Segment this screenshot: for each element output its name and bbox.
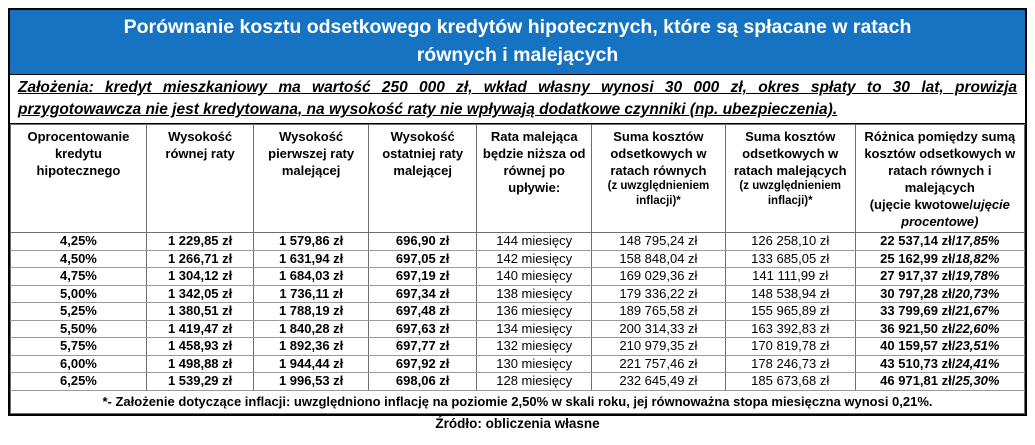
table-row bbox=[11, 233, 1025, 251]
difference-amount: 25 162,99 zł bbox=[880, 250, 952, 266]
cell-interest-cost-equal: 200 314,33 zł bbox=[591, 320, 725, 338]
column-header-label: Wysokość ostatniej raty malejącej bbox=[382, 129, 464, 178]
difference-percent: 19,78% bbox=[955, 268, 1000, 283]
cell-interest-cost-decreasing: 141 111,99 zł bbox=[725, 268, 855, 286]
cell-interest-rate: 6,00% bbox=[11, 355, 147, 373]
source-note: Źródło: obliczenia własne bbox=[435, 416, 600, 431]
cell-equal-installment: 1 419,47 zł bbox=[146, 320, 253, 338]
difference-separator: / bbox=[951, 303, 956, 318]
column-header-label: Różnica pomiędzy sumą kosztów odsetkowych w ratach równych i malejących bbox=[864, 129, 1016, 195]
difference-percent: 23,51% bbox=[955, 338, 1000, 353]
table-body bbox=[11, 233, 1025, 391]
difference-amount: 43 510,73 zł bbox=[880, 355, 952, 371]
cell-difference bbox=[855, 338, 1024, 356]
cell-interest-cost-decreasing: 178 246,73 zł bbox=[725, 355, 855, 373]
cell-interest-cost-decreasing: 148 538,94 zł bbox=[725, 285, 855, 303]
cell-interest-rate: 5,00% bbox=[11, 285, 147, 303]
cell-months-until-lower: 128 miesięcy bbox=[477, 373, 592, 391]
cell-difference bbox=[855, 233, 1024, 251]
cell-first-decreasing-installment: 1 944,44 zł bbox=[254, 355, 369, 373]
cell-difference bbox=[855, 320, 1024, 338]
column-header-equal-installment bbox=[146, 125, 253, 233]
cell-first-decreasing-installment: 1 736,11 zł bbox=[254, 285, 369, 303]
difference-separator: / bbox=[951, 285, 956, 301]
difference-amount: 40 159,57 zł bbox=[880, 338, 952, 353]
cell-interest-cost-decreasing: 163 392,83 zł bbox=[725, 320, 855, 338]
assumptions-line-2: przygotowawcza nie jest kredytowana, na wysokość raty nie wpływają dodatkowe czynniki (np. ubezpieczenia). bbox=[18, 101, 838, 118]
difference-separator: / bbox=[951, 355, 956, 371]
cell-equal-installment: 1 458,93 zł bbox=[146, 338, 253, 356]
difference-amount: 33 799,69 zł bbox=[880, 303, 952, 318]
column-header-paren bbox=[858, 196, 1022, 230]
cell-first-decreasing-installment: 1 684,03 zł bbox=[254, 268, 369, 286]
cell-interest-cost-equal: 169 029,36 zł bbox=[591, 268, 725, 286]
cell-months-until-lower: 134 miesięcy bbox=[477, 320, 592, 338]
assumptions-line-1: Założenia: kredyt mieszkaniowy ma wartość 250 000 zł, wkład własny wynosi 30 000 zł, okres spłaty to 30 lat, prowizja bbox=[18, 79, 1017, 96]
cell-last-decreasing-installment: 697,34 zł bbox=[368, 285, 476, 303]
column-header-label: Suma kosztów odsetkowych w ratach równych bbox=[610, 129, 707, 178]
cell-interest-rate: 4,75% bbox=[11, 268, 147, 286]
column-header-label: Wysokość pierwszej raty malejącej bbox=[268, 129, 355, 178]
difference-amount: 36 921,50 zł bbox=[880, 320, 952, 336]
column-header-label: Rata malejąca będzie niższa od równej po upływie: bbox=[482, 129, 586, 195]
column-header-note: (z uwzględnieniem inflacji)* bbox=[739, 180, 842, 207]
inflation-footnote: *- Założenie dotyczące inflacji: uwzględniono inflację na poziomie 2,50% w skali roku, jej równoważna stopa miesięczna wynosi 0,21%. bbox=[11, 390, 1025, 413]
cell-months-until-lower: 144 miesięcy bbox=[477, 233, 592, 251]
cell-last-decreasing-installment: 697,92 zł bbox=[368, 355, 476, 373]
difference-percent: 25,30% bbox=[955, 373, 1000, 388]
cell-months-until-lower: 136 miesięcy bbox=[477, 303, 592, 321]
cell-interest-rate: 6,25% bbox=[11, 373, 147, 391]
difference-amount: 30 797,28 zł bbox=[880, 285, 952, 301]
cell-interest-cost-decreasing: 185 673,68 zł bbox=[725, 373, 855, 391]
cell-difference bbox=[855, 355, 1024, 373]
table-row bbox=[11, 285, 1025, 303]
cell-last-decreasing-installment: 697,63 zł bbox=[368, 320, 476, 338]
cell-last-decreasing-installment: 697,77 zł bbox=[368, 338, 476, 356]
difference-percent: 24,41% bbox=[955, 355, 1000, 371]
difference-percent: 18,82% bbox=[955, 250, 1000, 266]
difference-amount: 22 537,14 zł bbox=[880, 233, 952, 248]
paren-italic-text: ujęcie procentowe) bbox=[901, 197, 1010, 229]
cell-interest-cost-equal: 221 757,46 zł bbox=[591, 355, 725, 373]
table-row bbox=[11, 373, 1025, 391]
cell-difference bbox=[855, 303, 1024, 321]
column-header-first-decreasing-installment bbox=[254, 125, 369, 233]
table-row bbox=[11, 338, 1025, 356]
table-row bbox=[11, 250, 1025, 268]
cell-equal-installment: 1 304,12 zł bbox=[146, 268, 253, 286]
column-header-interest-rate bbox=[11, 125, 147, 233]
cell-last-decreasing-installment: 697,19 zł bbox=[368, 268, 476, 286]
cell-first-decreasing-installment: 1 788,19 zł bbox=[254, 303, 369, 321]
table-row bbox=[11, 303, 1025, 321]
cell-last-decreasing-installment: 698,06 zł bbox=[368, 373, 476, 391]
cell-interest-cost-decreasing: 133 685,05 zł bbox=[725, 250, 855, 268]
table-footer bbox=[11, 390, 1025, 413]
assumptions-text bbox=[10, 75, 1025, 124]
difference-separator: / bbox=[951, 268, 956, 283]
cell-interest-cost-equal: 179 336,22 zł bbox=[591, 285, 725, 303]
column-header-interest-cost-equal bbox=[591, 125, 725, 233]
difference-separator: / bbox=[951, 250, 956, 266]
difference-separator: / bbox=[951, 373, 956, 388]
difference-separator: / bbox=[951, 320, 956, 336]
cell-equal-installment: 1 229,85 zł bbox=[146, 233, 253, 251]
cell-equal-installment: 1 498,88 zł bbox=[146, 355, 253, 373]
difference-percent: 21,67% bbox=[955, 303, 1000, 318]
column-header-label: Oprocentowanie kredytu hipotecznego bbox=[27, 129, 130, 178]
difference-percent: 17,85% bbox=[955, 233, 1000, 248]
cell-interest-rate: 4,25% bbox=[11, 233, 147, 251]
cell-interest-cost-equal: 189 765,58 zł bbox=[591, 303, 725, 321]
cell-last-decreasing-installment: 697,48 zł bbox=[368, 303, 476, 321]
column-header-interest-cost-decreasing bbox=[725, 125, 855, 233]
comparison-document bbox=[8, 8, 1027, 416]
cell-interest-cost-equal: 148 795,24 zł bbox=[591, 233, 725, 251]
difference-percent: 22,60% bbox=[955, 320, 1000, 336]
cell-first-decreasing-installment: 1 996,53 zł bbox=[254, 373, 369, 391]
table-header bbox=[11, 125, 1025, 233]
cell-last-decreasing-installment: 697,05 zł bbox=[368, 250, 476, 268]
difference-separator: / bbox=[951, 233, 956, 248]
column-header-label: Wysokość równej raty bbox=[165, 129, 235, 161]
cell-interest-rate: 4,50% bbox=[11, 250, 147, 268]
cell-first-decreasing-installment: 1 892,36 zł bbox=[254, 338, 369, 356]
difference-amount: 46 971,81 zł bbox=[880, 373, 952, 388]
cell-last-decreasing-installment: 696,90 zł bbox=[368, 233, 476, 251]
cell-months-until-lower: 132 miesięcy bbox=[477, 338, 592, 356]
cell-interest-cost-equal: 158 848,04 zł bbox=[591, 250, 725, 268]
cell-first-decreasing-installment: 1 840,28 zł bbox=[254, 320, 369, 338]
cell-first-decreasing-installment: 1 631,94 zł bbox=[254, 250, 369, 268]
column-header-label: Suma kosztów odsetkowych w ratach malejących bbox=[733, 129, 847, 178]
cell-months-until-lower: 138 miesięcy bbox=[477, 285, 592, 303]
cell-interest-cost-decreasing: 170 819,78 zł bbox=[725, 338, 855, 356]
cell-difference bbox=[855, 250, 1024, 268]
cell-interest-rate: 5,75% bbox=[11, 338, 147, 356]
document-title: Porównanie kosztu odsetkowego kredytów hipotecznych, które są spłacane w ratach równych i malejących bbox=[10, 10, 1025, 75]
difference-separator: / bbox=[951, 338, 956, 353]
difference-percent: 20,73% bbox=[955, 285, 1000, 301]
cell-interest-cost-decreasing: 126 258,10 zł bbox=[725, 233, 855, 251]
cell-difference bbox=[855, 285, 1024, 303]
cell-equal-installment: 1 342,05 zł bbox=[146, 285, 253, 303]
footnote-row bbox=[11, 390, 1025, 413]
difference-amount: 27 917,37 zł bbox=[880, 268, 952, 283]
cell-interest-cost-decreasing: 155 965,89 zł bbox=[725, 303, 855, 321]
cell-months-until-lower: 130 miesięcy bbox=[477, 355, 592, 373]
cell-first-decreasing-installment: 1 579,86 zł bbox=[254, 233, 369, 251]
cell-interest-cost-equal: 210 979,35 zł bbox=[591, 338, 725, 356]
cell-difference bbox=[855, 268, 1024, 286]
cell-equal-installment: 1 266,71 zł bbox=[146, 250, 253, 268]
column-header-last-decreasing-installment bbox=[368, 125, 476, 233]
cell-equal-installment: 1 539,29 zł bbox=[146, 373, 253, 391]
cell-interest-cost-equal: 232 645,49 zł bbox=[591, 373, 725, 391]
comparison-table bbox=[10, 124, 1025, 414]
cell-months-until-lower: 140 miesięcy bbox=[477, 268, 592, 286]
cell-equal-installment: 1 380,51 zł bbox=[146, 303, 253, 321]
paren-plain-text: (ujęcie kwotowe/ bbox=[869, 197, 974, 212]
table-row bbox=[11, 268, 1025, 286]
table-header-row bbox=[11, 125, 1025, 233]
column-header-note: (z uwzględnieniem inflacji)* bbox=[607, 180, 710, 207]
table-row bbox=[11, 320, 1025, 338]
cell-interest-rate: 5,25% bbox=[11, 303, 147, 321]
column-header-difference bbox=[855, 125, 1024, 233]
cell-months-until-lower: 142 miesięcy bbox=[477, 250, 592, 268]
table-row bbox=[11, 355, 1025, 373]
cell-difference bbox=[855, 373, 1024, 391]
column-header-months-until-lower bbox=[477, 125, 592, 233]
cell-interest-rate: 5,50% bbox=[11, 320, 147, 338]
